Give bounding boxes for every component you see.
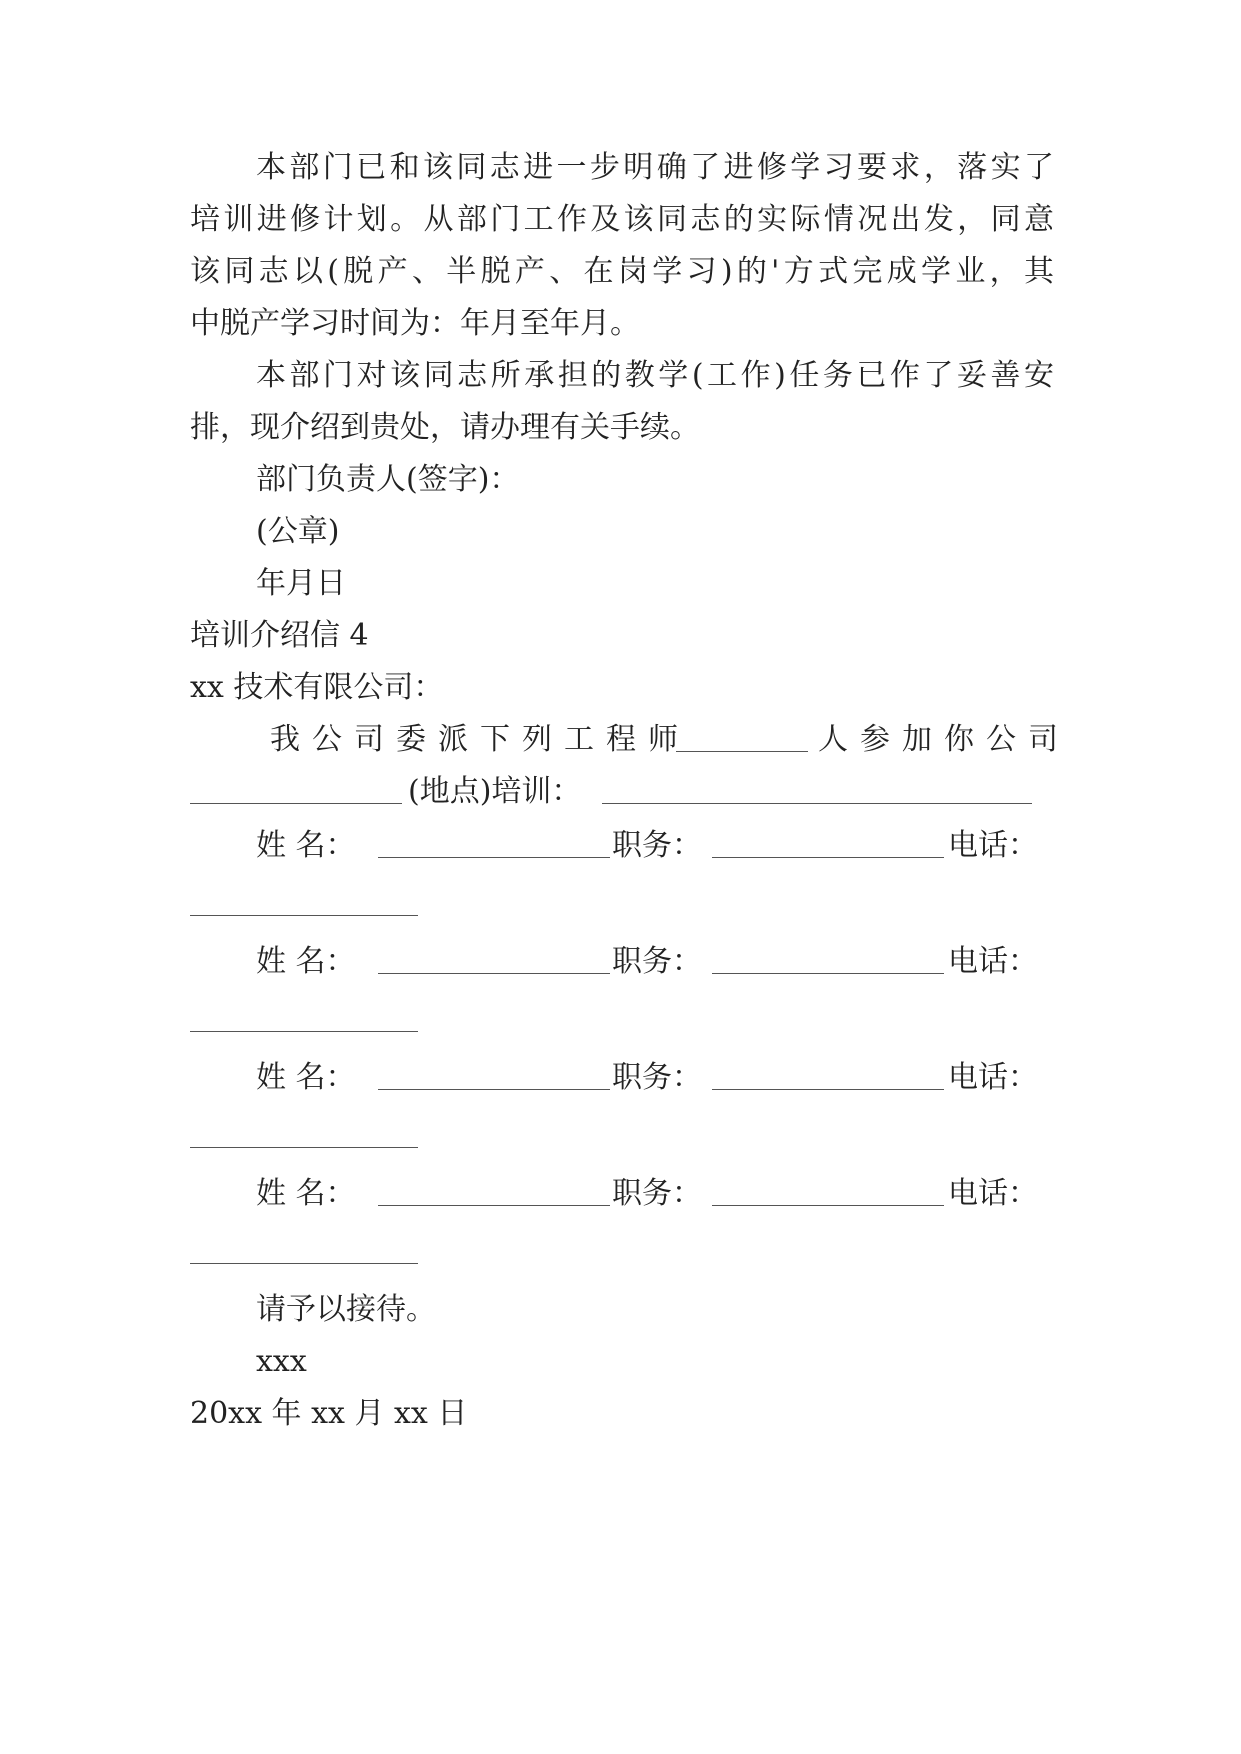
paragraph-line: 本部门对该同志所承担的教学(工作)任务已作了妥善安 <box>256 358 1054 393</box>
trainee-phone-blank[interactable] <box>190 1030 418 1032</box>
intro-part1: 我公司委派下列工程师 <box>270 722 690 757</box>
trainee-position-label: 职务： <box>612 944 702 979</box>
trainee-position-label: 职务： <box>612 1060 702 1095</box>
seal-label: (公章) <box>256 514 340 549</box>
trainee-position-blank[interactable] <box>712 856 944 858</box>
training-content-blank[interactable] <box>602 802 1032 804</box>
trainee-phone-blank[interactable] <box>190 914 418 916</box>
letter-title: 培训介绍信 4 <box>190 618 369 653</box>
trainee-phone-label: 电话： <box>948 1060 1038 1095</box>
location-label: (地点)培训： <box>408 774 582 809</box>
location-blank[interactable] <box>190 802 402 804</box>
trainee-phone-blank[interactable] <box>190 1146 418 1148</box>
signature-label: 部门负责人(签字)： <box>256 462 520 497</box>
trainee-position-blank[interactable] <box>712 1088 944 1090</box>
paragraph-line: 排，现介绍到贵处，请办理有关手续。 <box>190 410 700 445</box>
closing-text: 请予以接待。 <box>256 1292 436 1327</box>
trainee-name-label: 姓 名： <box>256 828 356 863</box>
letter-addressee: xx 技术有限公司： <box>190 670 444 705</box>
paragraph-line: 该同志以(脱产、半脱产、在岗学习)的'方式完成学业，其 <box>190 254 1054 289</box>
date-label: 年月日 <box>256 566 346 601</box>
sender-name: xxx <box>256 1344 307 1379</box>
trainee-phone-blank[interactable] <box>190 1262 418 1264</box>
trainee-name-blank[interactable] <box>378 1204 610 1206</box>
trainee-name-label: 姓 名： <box>256 1060 356 1095</box>
trainee-phone-label: 电话： <box>948 944 1038 979</box>
trainee-name-blank[interactable] <box>378 972 610 974</box>
trainee-position-blank[interactable] <box>712 972 944 974</box>
intro-part2: 人参加你公司 <box>818 722 1070 757</box>
trainee-phone-label: 电话： <box>948 828 1038 863</box>
trainee-name-label: 姓 名： <box>256 1176 356 1211</box>
trainee-name-blank[interactable] <box>378 856 610 858</box>
letter-date: 20xx 年 xx 月 xx 日 <box>190 1396 468 1431</box>
trainee-phone-label: 电话： <box>948 1176 1038 1211</box>
trainee-position-label: 职务： <box>612 1176 702 1211</box>
paragraph-line: 中脱产学习时间为：年月至年月。 <box>190 306 640 341</box>
trainee-name-blank[interactable] <box>378 1088 610 1090</box>
trainee-position-blank[interactable] <box>712 1204 944 1206</box>
engineer-count-blank[interactable] <box>676 750 808 752</box>
paragraph-line: 培训进修计划。从部门工作及该同志的实际情况出发，同意 <box>190 202 1054 237</box>
trainee-name-label: 姓 名： <box>256 944 356 979</box>
paragraph-line: 本部门已和该同志进一步明确了进修学习要求，落实了 <box>256 150 1054 185</box>
trainee-position-label: 职务： <box>612 828 702 863</box>
